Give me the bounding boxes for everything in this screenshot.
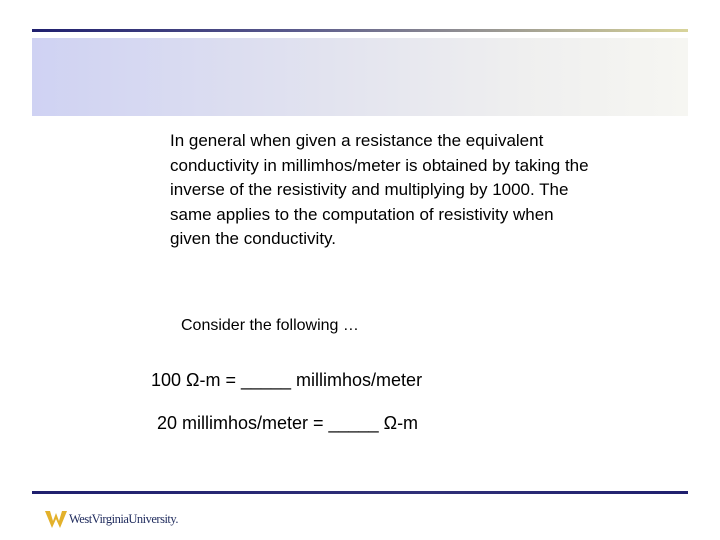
title-band bbox=[32, 38, 688, 116]
consider-label: Consider the following … bbox=[181, 317, 359, 334]
equation-2: 20 millimhos/meter = _____ Ω-m bbox=[157, 413, 419, 433]
wvu-logo bbox=[45, 507, 178, 531]
bottom-rule bbox=[32, 491, 688, 494]
logo-wordmark: WestVirginiaUniversity. bbox=[69, 511, 178, 526]
top-rule bbox=[32, 29, 688, 32]
equation-1: 100 Ω-m = _____ millimhos/meter bbox=[151, 370, 423, 390]
body-paragraph: In general when given a resistance the equivalent conductivity in millimhos/meter is obtained by taking the inverse of the resistivity and multiplying by 1000. The same applies to the computation of resistivity when given the conductivity. bbox=[170, 131, 589, 248]
flying-wv-icon bbox=[45, 509, 67, 529]
